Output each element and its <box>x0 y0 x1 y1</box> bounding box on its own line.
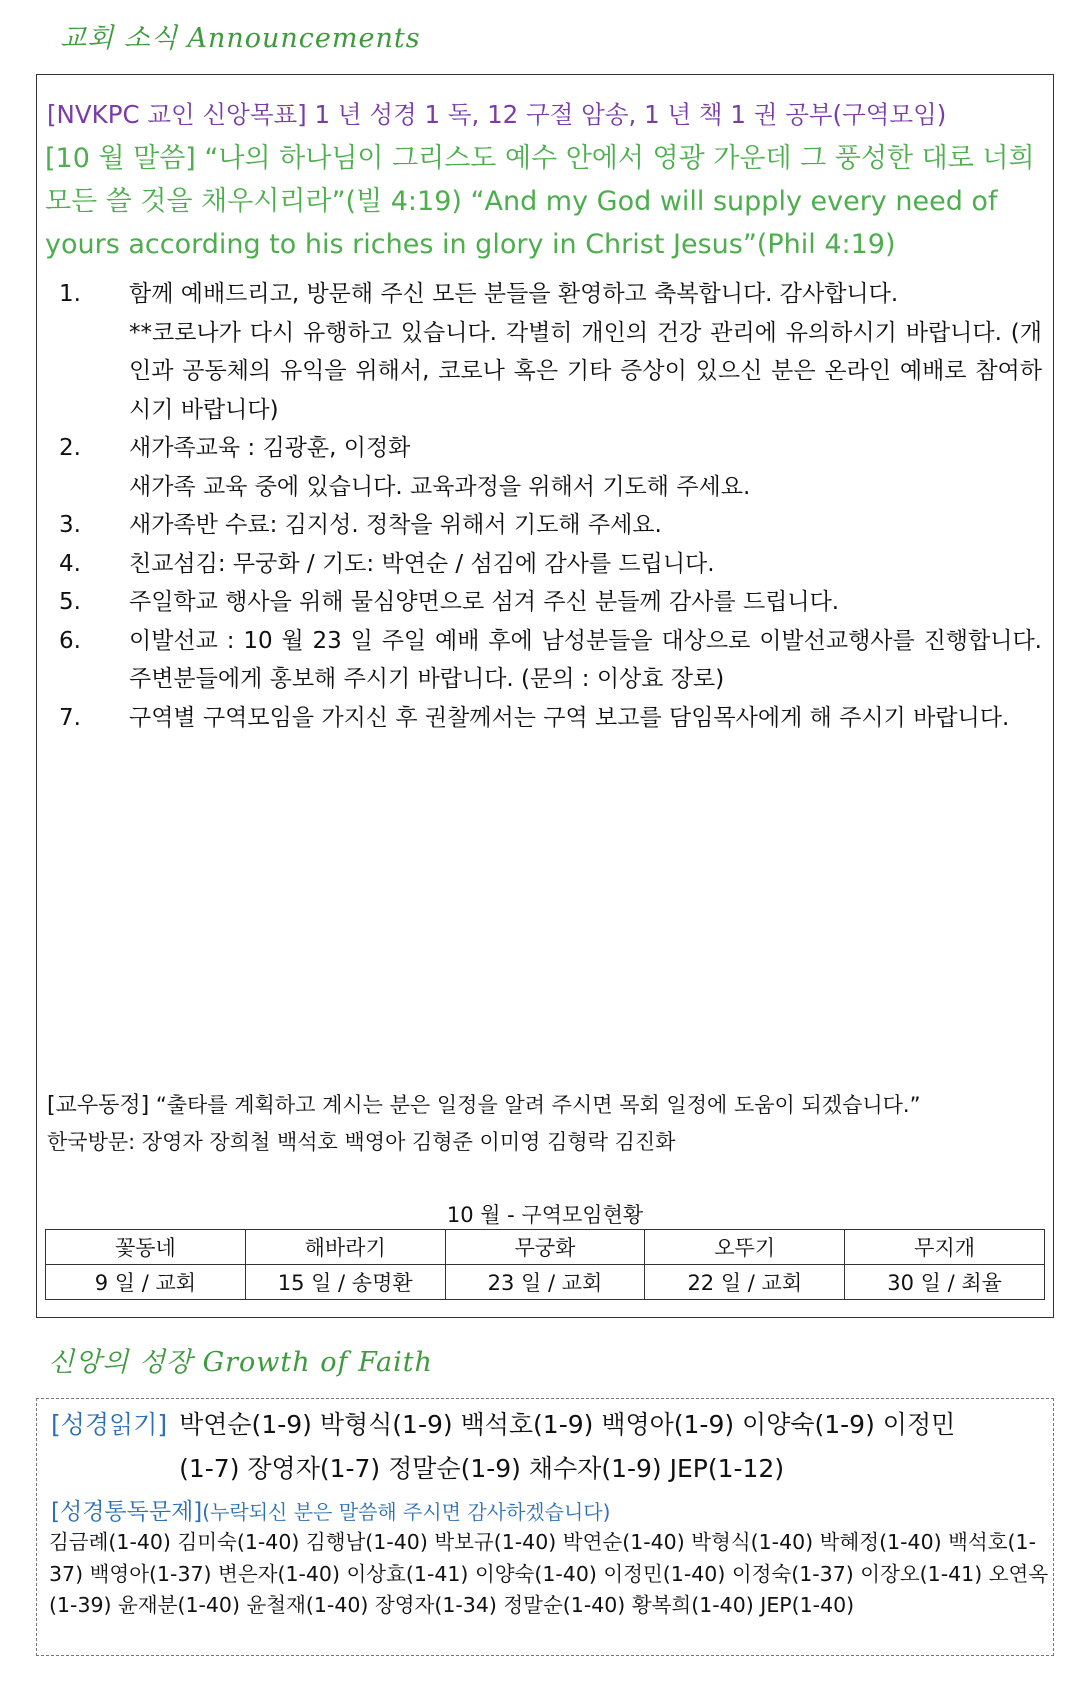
bible-reading <box>51 1403 969 1491</box>
list-item <box>57 506 1042 545</box>
monthly-verse: [10 월 말씀] “나의 하나님이 그리스도 예수 안에서 영광 가운데 그 풍성한 대로 너희 모든 쓸 것을 채우시리라”(빌 4:19) “And my God will supply every need of yours according to his riches in glory in Christ Jesus”(Phil 4:19) <box>45 143 1035 260</box>
item-number: 4. <box>59 550 81 577</box>
item-number: 6. <box>59 627 81 654</box>
table-cell: 23 일 / 교회 <box>445 1265 645 1300</box>
announcement-list <box>57 275 1042 737</box>
table-row <box>46 1265 1045 1300</box>
item-body: 구역별 구역모임을 가지신 후 권찰께서는 구역 보고를 담임목사에게 해 주시기 바랍니다. <box>129 704 1010 731</box>
table-cell: 15 일 / 송명환 <box>245 1265 445 1300</box>
announcements-title: 교회 소식 Announcements <box>60 23 421 54</box>
faith-goal-text: 1 년 성경 1 독, 12 구절 암송, 1 년 책 1 권 공부(구역모임) <box>306 100 947 129</box>
list-item <box>57 622 1042 699</box>
meeting-table-title: 10 월 - 구역모임현황 <box>446 1203 644 1227</box>
member-news <box>47 1087 1047 1160</box>
bible-quiz-note: (누락되신 분은 말씀해 주시면 감사하겠습니다) <box>202 1500 611 1524</box>
table-cell: 무지개 <box>845 1230 1045 1265</box>
list-item <box>57 699 1042 738</box>
item-line: 함께 예배드리고, 방문해 주신 모든 분들을 환영하고 축복합니다. 감사합니다. <box>129 281 899 307</box>
growth-box <box>36 1398 1054 1656</box>
item-body: 이발선교 : 10 월 23 일 주일 예배 후에 남성분들을 대상으로 이발선교행사를 진행합니다. 주변분들에게 홍보해 주시기 바랍니다. (문의 : 이상효 장로) <box>129 627 1042 692</box>
item-number: 7. <box>59 704 81 731</box>
item-line: **코로나가 다시 유행하고 있습니다. 각별히 개인의 건강 관리에 유의하시기 바랍니다. (개인과 공동체의 유익을 위해서, 코로나 혹은 기타 증상이 있으신 분은 온라인 예배로 참여하시기 바랍니다) <box>129 319 1042 423</box>
bible-reading-label: [성경읽기] <box>51 1410 168 1439</box>
item-number: 5. <box>59 589 81 615</box>
item-body: 새가족반 수료: 김지성. 정착을 위해서 기도해 주세요. <box>129 512 662 538</box>
table-cell: 해바라기 <box>245 1230 445 1265</box>
table-cell: 22 일 / 교회 <box>645 1265 845 1300</box>
item-body <box>129 275 1042 429</box>
table-cell: 무궁화 <box>445 1230 645 1265</box>
item-line: 새가족 교육 중에 있습니다. 교육과정을 위해서 기도해 주세요. <box>129 473 751 500</box>
item-number: 1. <box>59 281 81 307</box>
list-item <box>57 275 1042 429</box>
table-cell: 오뚜기 <box>645 1230 845 1265</box>
table-cell: 꽃동네 <box>46 1230 246 1265</box>
korea-visit: 한국방문: 장영자 장희철 백석호 백영아 김형준 이미영 김형락 김진화 <box>47 1130 676 1154</box>
member-news-text: “출타를 계획하고 계시는 분은 일정을 알려 주시면 목회 일정에 도움이 되겠습니다.” <box>149 1093 921 1117</box>
list-item <box>57 545 1042 584</box>
bible-reading-names: 박연순(1-9) 박형식(1-9) 백석호(1-9) 백영아(1-9) 이양숙(1-9) 이정민(1-7) 장영자(1-7) 정말순(1-9) 채수자(1-9) JEP(1-12) <box>179 1410 956 1483</box>
item-body: 친교섬김: 무궁화 / 기도: 박연순 / 섬김에 감사를 드립니다. <box>129 550 715 577</box>
item-line: 새가족교육 : 김광훈, 이정화 <box>129 435 411 461</box>
faith-goal-label: [NVKPC 교인 신앙목표] <box>47 100 307 129</box>
bible-quiz-names: 김금례(1-40) 김미숙(1-40) 김행남(1-40) 박보규(1-40) 박연순(1-40) 박형식(1-40) 박혜정(1-40) 백석호(1-37) 백영아(1-37) 변은자(1-40) 이상효(1-41) 이양숙(1-40) 이정민(1-40) 이정숙(1-37) 이장오(1-41) 오연옥(1-39) 윤재분(1-40) 윤철재(1-40) 장영자(1-34) 정말순(1-40) 황복희(1-40) JEP(1-40) <box>49 1530 1049 1617</box>
item-body: 주일학교 행사을 위해 물심양면으로 섬겨 주신 분들께 감사를 드립니다. <box>129 589 840 615</box>
meeting-table <box>45 1229 1045 1300</box>
list-item <box>57 429 1042 506</box>
faith-goal <box>47 93 1047 136</box>
item-number: 2. <box>59 435 81 461</box>
list-item <box>57 583 1042 622</box>
member-news-label: [교우동정] <box>47 1093 150 1118</box>
announcements-box <box>36 74 1054 1318</box>
table-header-row <box>46 1230 1045 1265</box>
bible-quiz-label: [성경통독문제] <box>51 1499 203 1525</box>
item-body <box>129 429 1042 506</box>
table-cell: 9 일 / 교회 <box>46 1265 246 1300</box>
growth-title: 신앙의 성장 Growth of Faith <box>48 1347 433 1378</box>
table-cell: 30 일 / 최율 <box>845 1265 1045 1300</box>
item-number: 3. <box>59 512 81 538</box>
bible-quiz-heading <box>51 1493 610 1526</box>
